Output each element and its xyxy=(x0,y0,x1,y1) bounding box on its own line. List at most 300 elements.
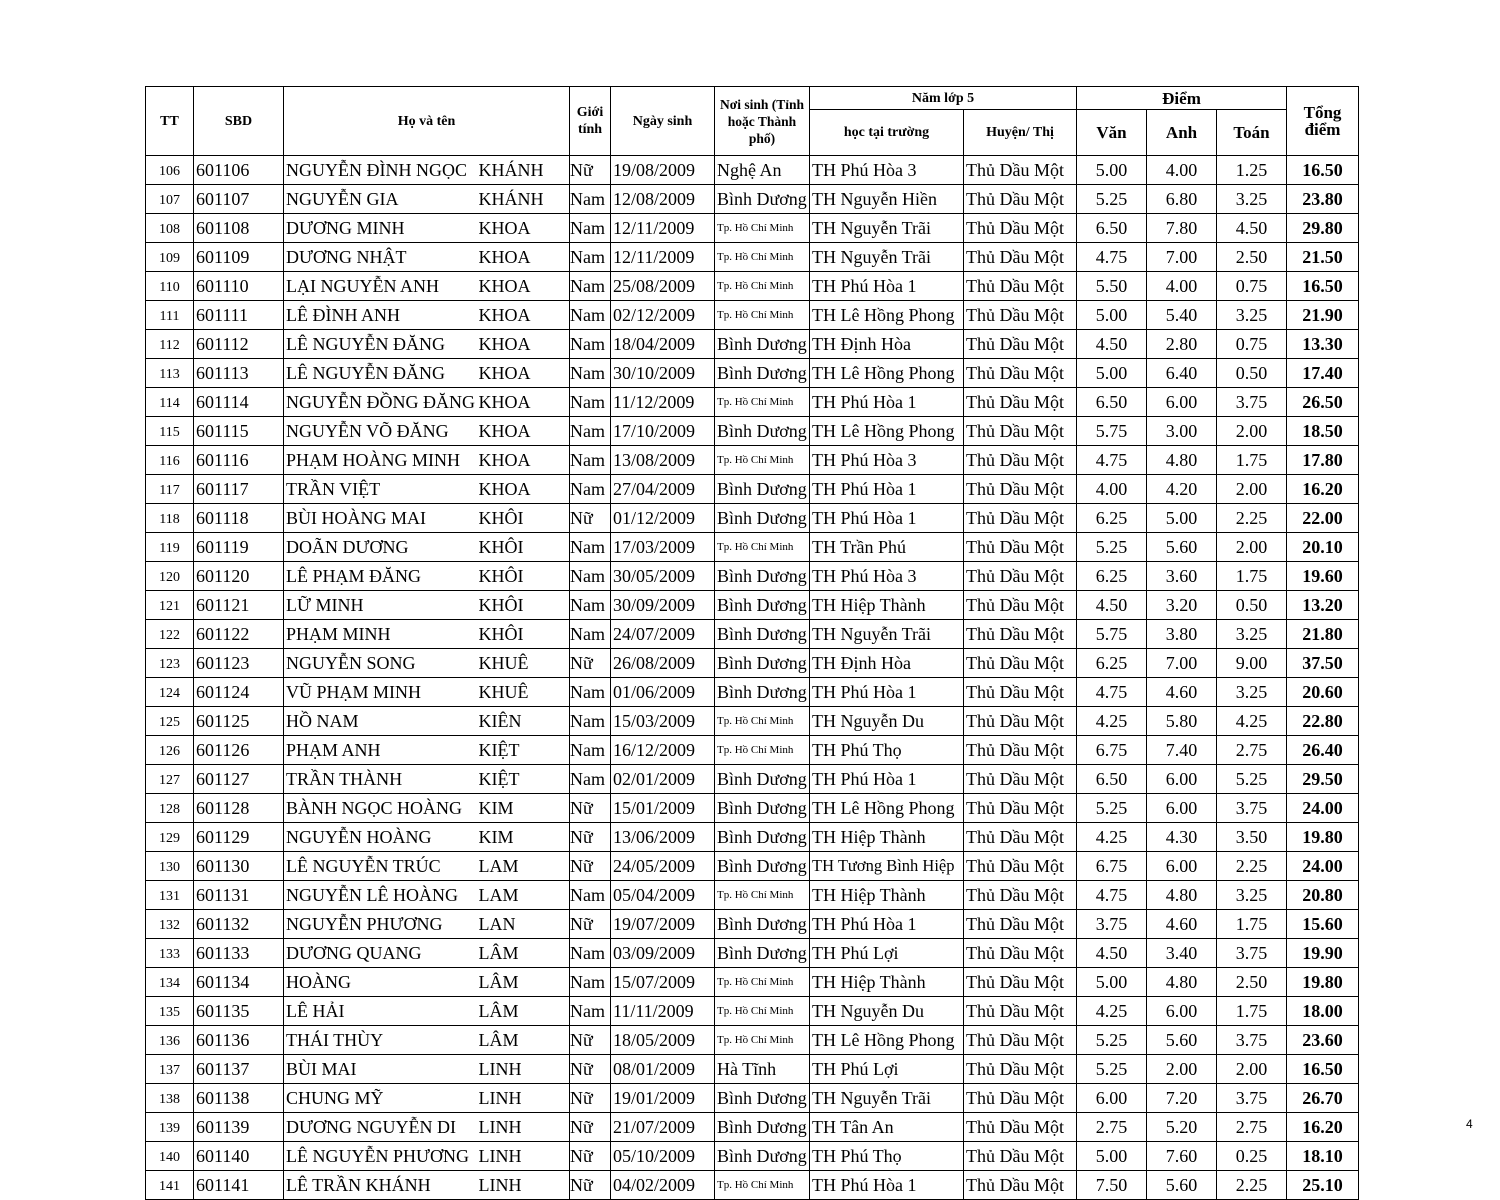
cell-given-name: KHÔI xyxy=(477,504,570,533)
cell-school: TH Nguyễn Hiền xyxy=(810,185,964,214)
cell-van: 6.75 xyxy=(1077,736,1147,765)
cell-tt: 115 xyxy=(146,417,194,446)
cell-total: 21.90 xyxy=(1287,301,1359,330)
cell-toan: 2.00 xyxy=(1217,417,1287,446)
cell-total: 25.10 xyxy=(1287,1171,1359,1200)
cell-total: 19.80 xyxy=(1287,968,1359,997)
cell-school: TH Nguyễn Du xyxy=(810,707,964,736)
cell-total: 23.80 xyxy=(1287,185,1359,214)
cell-district: Thủ Dầu Một xyxy=(964,1171,1077,1200)
cell-sbd: 601114 xyxy=(194,388,284,417)
cell-tt: 137 xyxy=(146,1055,194,1084)
cell-birthplace: Tp. Hồ Chí Minh xyxy=(715,214,810,243)
cell-family-name: HOÀNG xyxy=(284,968,477,997)
cell-dob: 13/06/2009 xyxy=(611,823,715,852)
cell-district: Thủ Dầu Một xyxy=(964,185,1077,214)
cell-given-name: KHÔI xyxy=(477,562,570,591)
cell-tt: 124 xyxy=(146,678,194,707)
cell-anh: 6.00 xyxy=(1147,852,1217,881)
cell-gender: Nữ xyxy=(570,1142,611,1171)
cell-anh: 5.60 xyxy=(1147,533,1217,562)
cell-van: 6.25 xyxy=(1077,562,1147,591)
cell-school: TH Phú Thọ xyxy=(810,736,964,765)
cell-van: 5.00 xyxy=(1077,968,1147,997)
cell-gender: Nữ xyxy=(570,1055,611,1084)
cell-total: 29.50 xyxy=(1287,765,1359,794)
cell-school: TH Nguyễn Trãi xyxy=(810,1084,964,1113)
cell-van: 5.75 xyxy=(1077,417,1147,446)
cell-school: TH Phú Hòa 1 xyxy=(810,1171,964,1200)
cell-tt: 119 xyxy=(146,533,194,562)
cell-anh: 5.80 xyxy=(1147,707,1217,736)
cell-dob: 01/12/2009 xyxy=(611,504,715,533)
cell-birthplace: Tp. Hồ Chí Minh xyxy=(715,881,810,910)
cell-anh: 4.00 xyxy=(1147,156,1217,185)
cell-gender: Nam xyxy=(570,330,611,359)
table-row xyxy=(146,707,1359,736)
cell-van: 5.25 xyxy=(1077,185,1147,214)
cell-district: Thủ Dầu Một xyxy=(964,939,1077,968)
cell-family-name: NGUYỄN GIA xyxy=(284,185,477,214)
cell-toan: 0.75 xyxy=(1217,330,1287,359)
cell-district: Thủ Dầu Một xyxy=(964,736,1077,765)
table-row xyxy=(146,446,1359,475)
cell-total: 20.60 xyxy=(1287,678,1359,707)
cell-family-name: TRẦN THÀNH xyxy=(284,765,477,794)
cell-birthplace: Bình Dương xyxy=(715,1142,810,1171)
cell-dob: 02/01/2009 xyxy=(611,765,715,794)
cell-toan: 3.75 xyxy=(1217,794,1287,823)
cell-gender: Nam xyxy=(570,301,611,330)
cell-school: TH Phú Hòa 1 xyxy=(810,272,964,301)
cell-dob: 13/08/2009 xyxy=(611,446,715,475)
cell-sbd: 601125 xyxy=(194,707,284,736)
cell-family-name: HỒ NAM xyxy=(284,707,477,736)
cell-anh: 4.60 xyxy=(1147,910,1217,939)
cell-given-name: LÂM xyxy=(477,968,570,997)
cell-birthplace: Bình Dương xyxy=(715,359,810,388)
cell-sbd: 601112 xyxy=(194,330,284,359)
cell-dob: 30/05/2009 xyxy=(611,562,715,591)
cell-tt: 125 xyxy=(146,707,194,736)
cell-total: 29.80 xyxy=(1287,214,1359,243)
cell-district: Thủ Dầu Một xyxy=(964,330,1077,359)
cell-sbd: 601117 xyxy=(194,475,284,504)
cell-district: Thủ Dầu Một xyxy=(964,533,1077,562)
cell-district: Thủ Dầu Một xyxy=(964,359,1077,388)
cell-birthplace: Bình Dương xyxy=(715,1113,810,1142)
cell-district: Thủ Dầu Một xyxy=(964,562,1077,591)
cell-toan: 1.75 xyxy=(1217,562,1287,591)
cell-family-name: NGUYỄN SONG xyxy=(284,649,477,678)
cell-dob: 04/02/2009 xyxy=(611,1171,715,1200)
cell-family-name: NGUYỄN ĐỒNG ĐĂNG xyxy=(284,388,477,417)
cell-tt: 123 xyxy=(146,649,194,678)
cell-dob: 03/09/2009 xyxy=(611,939,715,968)
cell-anh: 6.00 xyxy=(1147,997,1217,1026)
cell-van: 6.50 xyxy=(1077,388,1147,417)
cell-sbd: 601108 xyxy=(194,214,284,243)
cell-total: 18.50 xyxy=(1287,417,1359,446)
table-row xyxy=(146,997,1359,1026)
cell-tt: 138 xyxy=(146,1084,194,1113)
cell-tt: 132 xyxy=(146,910,194,939)
header-anh: Anh xyxy=(1147,110,1217,156)
cell-given-name: KIÊN xyxy=(477,707,570,736)
cell-sbd: 601111 xyxy=(194,301,284,330)
cell-sbd: 601109 xyxy=(194,243,284,272)
table-row xyxy=(146,330,1359,359)
cell-van: 4.50 xyxy=(1077,591,1147,620)
cell-gender: Nam xyxy=(570,591,611,620)
cell-sbd: 601115 xyxy=(194,417,284,446)
cell-toan: 1.75 xyxy=(1217,997,1287,1026)
cell-sbd: 601130 xyxy=(194,852,284,881)
cell-birthplace: Bình Dương xyxy=(715,765,810,794)
cell-sbd: 601120 xyxy=(194,562,284,591)
cell-gender: Nữ xyxy=(570,910,611,939)
cell-anh: 6.40 xyxy=(1147,359,1217,388)
table-row xyxy=(146,765,1359,794)
cell-birthplace: Bình Dương xyxy=(715,330,810,359)
cell-dob: 17/10/2009 xyxy=(611,417,715,446)
cell-van: 2.75 xyxy=(1077,1113,1147,1142)
page-number: 4 xyxy=(1466,1117,1473,1131)
cell-anh: 3.20 xyxy=(1147,591,1217,620)
cell-anh: 7.00 xyxy=(1147,649,1217,678)
table-row xyxy=(146,359,1359,388)
cell-toan: 3.25 xyxy=(1217,620,1287,649)
cell-family-name: LÊ NGUYỄN ĐĂNG xyxy=(284,359,477,388)
cell-tt: 121 xyxy=(146,591,194,620)
cell-given-name: KHOA xyxy=(477,417,570,446)
cell-toan: 0.25 xyxy=(1217,1142,1287,1171)
cell-tt: 106 xyxy=(146,156,194,185)
header-scores: Điểm xyxy=(1077,87,1287,110)
table-row xyxy=(146,1084,1359,1113)
cell-given-name: LINH xyxy=(477,1055,570,1084)
cell-anh: 3.40 xyxy=(1147,939,1217,968)
cell-given-name: KHOA xyxy=(477,446,570,475)
table-row xyxy=(146,968,1359,997)
cell-family-name: LÊ PHẠM ĐĂNG xyxy=(284,562,477,591)
cell-family-name: NGUYỄN HOÀNG xyxy=(284,823,477,852)
cell-family-name: TRẦN VIỆT xyxy=(284,475,477,504)
cell-sbd: 601126 xyxy=(194,736,284,765)
cell-dob: 15/01/2009 xyxy=(611,794,715,823)
cell-family-name: LỮ MINH xyxy=(284,591,477,620)
cell-sbd: 601132 xyxy=(194,910,284,939)
cell-family-name: NGUYỄN VÕ ĐĂNG xyxy=(284,417,477,446)
cell-district: Thủ Dầu Một xyxy=(964,591,1077,620)
cell-van: 3.75 xyxy=(1077,910,1147,939)
cell-birthplace: Tp. Hồ Chí Minh xyxy=(715,736,810,765)
cell-toan: 5.25 xyxy=(1217,765,1287,794)
cell-total: 23.60 xyxy=(1287,1026,1359,1055)
cell-dob: 11/11/2009 xyxy=(611,997,715,1026)
cell-family-name: LÊ NGUYỄN ĐĂNG xyxy=(284,330,477,359)
cell-toan: 1.25 xyxy=(1217,156,1287,185)
cell-van: 6.00 xyxy=(1077,1084,1147,1113)
cell-school: TH Phú Hòa 3 xyxy=(810,446,964,475)
cell-gender: Nam xyxy=(570,243,611,272)
cell-given-name: KIM xyxy=(477,794,570,823)
cell-dob: 19/07/2009 xyxy=(611,910,715,939)
cell-anh: 6.00 xyxy=(1147,388,1217,417)
cell-gender: Nữ xyxy=(570,1084,611,1113)
cell-toan: 3.25 xyxy=(1217,881,1287,910)
cell-family-name: LÊ NGUYỄN PHƯƠNG xyxy=(284,1142,477,1171)
cell-anh: 7.00 xyxy=(1147,243,1217,272)
cell-birthplace: Bình Dương xyxy=(715,591,810,620)
cell-toan: 3.75 xyxy=(1217,388,1287,417)
cell-sbd: 601122 xyxy=(194,620,284,649)
cell-dob: 30/09/2009 xyxy=(611,591,715,620)
cell-district: Thủ Dầu Một xyxy=(964,1142,1077,1171)
cell-school: TH Phú Hòa 1 xyxy=(810,765,964,794)
cell-family-name: PHẠM ANH xyxy=(284,736,477,765)
table-row xyxy=(146,417,1359,446)
cell-total: 16.50 xyxy=(1287,156,1359,185)
cell-given-name: KHOA xyxy=(477,359,570,388)
cell-toan: 1.75 xyxy=(1217,910,1287,939)
cell-birthplace: Tp. Hồ Chí Minh xyxy=(715,968,810,997)
cell-tt: 128 xyxy=(146,794,194,823)
cell-gender: Nữ xyxy=(570,1171,611,1200)
cell-sbd: 601116 xyxy=(194,446,284,475)
table-row xyxy=(146,1113,1359,1142)
table-row xyxy=(146,1171,1359,1200)
cell-birthplace: Bình Dương xyxy=(715,185,810,214)
cell-birthplace: Bình Dương xyxy=(715,678,810,707)
cell-district: Thủ Dầu Một xyxy=(964,272,1077,301)
cell-given-name: LÂM xyxy=(477,939,570,968)
cell-toan: 2.50 xyxy=(1217,243,1287,272)
cell-school: TH Phú Hòa 3 xyxy=(810,562,964,591)
cell-family-name: PHẠM MINH xyxy=(284,620,477,649)
cell-given-name: LAM xyxy=(477,881,570,910)
cell-given-name: KIM xyxy=(477,823,570,852)
cell-van: 5.25 xyxy=(1077,1055,1147,1084)
cell-district: Thủ Dầu Một xyxy=(964,301,1077,330)
cell-toan: 4.25 xyxy=(1217,707,1287,736)
cell-tt: 127 xyxy=(146,765,194,794)
cell-district: Thủ Dầu Một xyxy=(964,475,1077,504)
table-row xyxy=(146,736,1359,765)
cell-district: Thủ Dầu Một xyxy=(964,968,1077,997)
cell-anh: 4.80 xyxy=(1147,968,1217,997)
cell-gender: Nam xyxy=(570,214,611,243)
cell-dob: 12/11/2009 xyxy=(611,214,715,243)
cell-gender: Nam xyxy=(570,533,611,562)
cell-district: Thủ Dầu Một xyxy=(964,707,1077,736)
cell-school: TH Lê Hồng Phong xyxy=(810,417,964,446)
table-row xyxy=(146,1055,1359,1084)
cell-gender: Nam xyxy=(570,620,611,649)
cell-given-name: LINH xyxy=(477,1171,570,1200)
cell-given-name: KHÔI xyxy=(477,591,570,620)
cell-tt: 110 xyxy=(146,272,194,301)
cell-sbd: 601119 xyxy=(194,533,284,562)
cell-toan: 3.75 xyxy=(1217,939,1287,968)
cell-school: TH Phú Hòa 1 xyxy=(810,388,964,417)
cell-district: Thủ Dầu Một xyxy=(964,446,1077,475)
cell-total: 22.80 xyxy=(1287,707,1359,736)
cell-gender: Nam xyxy=(570,939,611,968)
table-row xyxy=(146,620,1359,649)
cell-gender: Nam xyxy=(570,881,611,910)
cell-total: 13.20 xyxy=(1287,591,1359,620)
cell-total: 19.60 xyxy=(1287,562,1359,591)
cell-tt: 108 xyxy=(146,214,194,243)
cell-van: 5.00 xyxy=(1077,1142,1147,1171)
cell-van: 6.25 xyxy=(1077,649,1147,678)
cell-district: Thủ Dầu Một xyxy=(964,765,1077,794)
cell-toan: 3.25 xyxy=(1217,301,1287,330)
cell-tt: 136 xyxy=(146,1026,194,1055)
cell-school: TH Nguyễn Trãi xyxy=(810,214,964,243)
cell-birthplace: Bình Dương xyxy=(715,1084,810,1113)
cell-birthplace: Tp. Hồ Chí Minh xyxy=(715,388,810,417)
cell-gender: Nam xyxy=(570,417,611,446)
cell-tt: 113 xyxy=(146,359,194,388)
cell-total: 24.00 xyxy=(1287,794,1359,823)
cell-given-name: KIỆT xyxy=(477,736,570,765)
cell-family-name: BÙI HOÀNG MAI xyxy=(284,504,477,533)
cell-tt: 131 xyxy=(146,881,194,910)
cell-given-name: KHOA xyxy=(477,301,570,330)
table-row xyxy=(146,562,1359,591)
cell-gender: Nam xyxy=(570,562,611,591)
cell-school: TH Phú Lợi xyxy=(810,1055,964,1084)
cell-gender: Nữ xyxy=(570,504,611,533)
cell-gender: Nam xyxy=(570,736,611,765)
cell-birthplace: Bình Dương xyxy=(715,852,810,881)
cell-school: TH Phú Hòa 1 xyxy=(810,504,964,533)
cell-van: 6.75 xyxy=(1077,852,1147,881)
cell-total: 13.30 xyxy=(1287,330,1359,359)
cell-dob: 21/07/2009 xyxy=(611,1113,715,1142)
cell-birthplace: Bình Dương xyxy=(715,939,810,968)
cell-sbd: 601107 xyxy=(194,185,284,214)
cell-family-name: LÊ HẢI xyxy=(284,997,477,1026)
cell-van: 5.25 xyxy=(1077,1026,1147,1055)
cell-anh: 7.40 xyxy=(1147,736,1217,765)
cell-gender: Nam xyxy=(570,997,611,1026)
cell-sbd: 601129 xyxy=(194,823,284,852)
table-row xyxy=(146,823,1359,852)
table-row xyxy=(146,678,1359,707)
cell-gender: Nữ xyxy=(570,852,611,881)
table-row xyxy=(146,1026,1359,1055)
cell-sbd: 601106 xyxy=(194,156,284,185)
cell-anh: 3.00 xyxy=(1147,417,1217,446)
cell-total: 19.90 xyxy=(1287,939,1359,968)
cell-birthplace: Bình Dương xyxy=(715,910,810,939)
cell-birthplace: Bình Dương xyxy=(715,504,810,533)
cell-district: Thủ Dầu Một xyxy=(964,620,1077,649)
cell-anh: 2.00 xyxy=(1147,1055,1217,1084)
cell-total: 26.50 xyxy=(1287,388,1359,417)
cell-given-name: KHUÊ xyxy=(477,649,570,678)
cell-sbd: 601118 xyxy=(194,504,284,533)
cell-toan: 0.50 xyxy=(1217,591,1287,620)
cell-family-name: LẠI NGUYỄN ANH xyxy=(284,272,477,301)
cell-sbd: 601135 xyxy=(194,997,284,1026)
cell-anh: 4.60 xyxy=(1147,678,1217,707)
cell-tt: 133 xyxy=(146,939,194,968)
cell-dob: 08/01/2009 xyxy=(611,1055,715,1084)
cell-gender: Nữ xyxy=(570,823,611,852)
cell-toan: 0.50 xyxy=(1217,359,1287,388)
cell-given-name: KHÁNH xyxy=(477,185,570,214)
cell-district: Thủ Dầu Một xyxy=(964,504,1077,533)
cell-toan: 3.75 xyxy=(1217,1026,1287,1055)
cell-toan: 3.50 xyxy=(1217,823,1287,852)
cell-district: Thủ Dầu Một xyxy=(964,1084,1077,1113)
cell-sbd: 601121 xyxy=(194,591,284,620)
table-row xyxy=(146,852,1359,881)
cell-district: Thủ Dầu Một xyxy=(964,388,1077,417)
cell-total: 17.40 xyxy=(1287,359,1359,388)
cell-anh: 5.60 xyxy=(1147,1171,1217,1200)
cell-van: 7.50 xyxy=(1077,1171,1147,1200)
cell-tt: 140 xyxy=(146,1142,194,1171)
cell-gender: Nữ xyxy=(570,1113,611,1142)
cell-birthplace: Nghệ An xyxy=(715,156,810,185)
cell-total: 19.80 xyxy=(1287,823,1359,852)
cell-gender: Nữ xyxy=(570,1026,611,1055)
cell-gender: Nam xyxy=(570,388,611,417)
header-total: Tổng điểm xyxy=(1287,87,1359,156)
cell-family-name: NGUYỄN LÊ HOÀNG xyxy=(284,881,477,910)
cell-district: Thủ Dầu Một xyxy=(964,910,1077,939)
cell-dob: 19/08/2009 xyxy=(611,156,715,185)
cell-district: Thủ Dầu Một xyxy=(964,417,1077,446)
cell-tt: 111 xyxy=(146,301,194,330)
cell-dob: 24/07/2009 xyxy=(611,620,715,649)
cell-sbd: 601133 xyxy=(194,939,284,968)
cell-given-name: KHOA xyxy=(477,214,570,243)
cell-anh: 4.00 xyxy=(1147,272,1217,301)
header-tt: TT xyxy=(146,87,194,156)
cell-total: 21.50 xyxy=(1287,243,1359,272)
cell-district: Thủ Dầu Một xyxy=(964,881,1077,910)
cell-birthplace: Bình Dương xyxy=(715,475,810,504)
table-row xyxy=(146,504,1359,533)
cell-school: TH Hiệp Thành xyxy=(810,823,964,852)
cell-anh: 5.00 xyxy=(1147,504,1217,533)
cell-given-name: KHOA xyxy=(477,330,570,359)
cell-van: 6.50 xyxy=(1077,214,1147,243)
cell-total: 17.80 xyxy=(1287,446,1359,475)
cell-gender: Nam xyxy=(570,765,611,794)
header-name: Họ và tên xyxy=(284,87,570,156)
cell-given-name: KHOA xyxy=(477,272,570,301)
cell-toan: 2.25 xyxy=(1217,852,1287,881)
cell-school: TH Trần Phú xyxy=(810,533,964,562)
table-row xyxy=(146,388,1359,417)
cell-dob: 02/12/2009 xyxy=(611,301,715,330)
cell-sbd: 601127 xyxy=(194,765,284,794)
cell-gender: Nam xyxy=(570,272,611,301)
cell-tt: 139 xyxy=(146,1113,194,1142)
cell-tt: 109 xyxy=(146,243,194,272)
cell-school: TH Hiệp Thành xyxy=(810,591,964,620)
cell-sbd: 601140 xyxy=(194,1142,284,1171)
cell-van: 4.75 xyxy=(1077,446,1147,475)
cell-dob: 30/10/2009 xyxy=(611,359,715,388)
